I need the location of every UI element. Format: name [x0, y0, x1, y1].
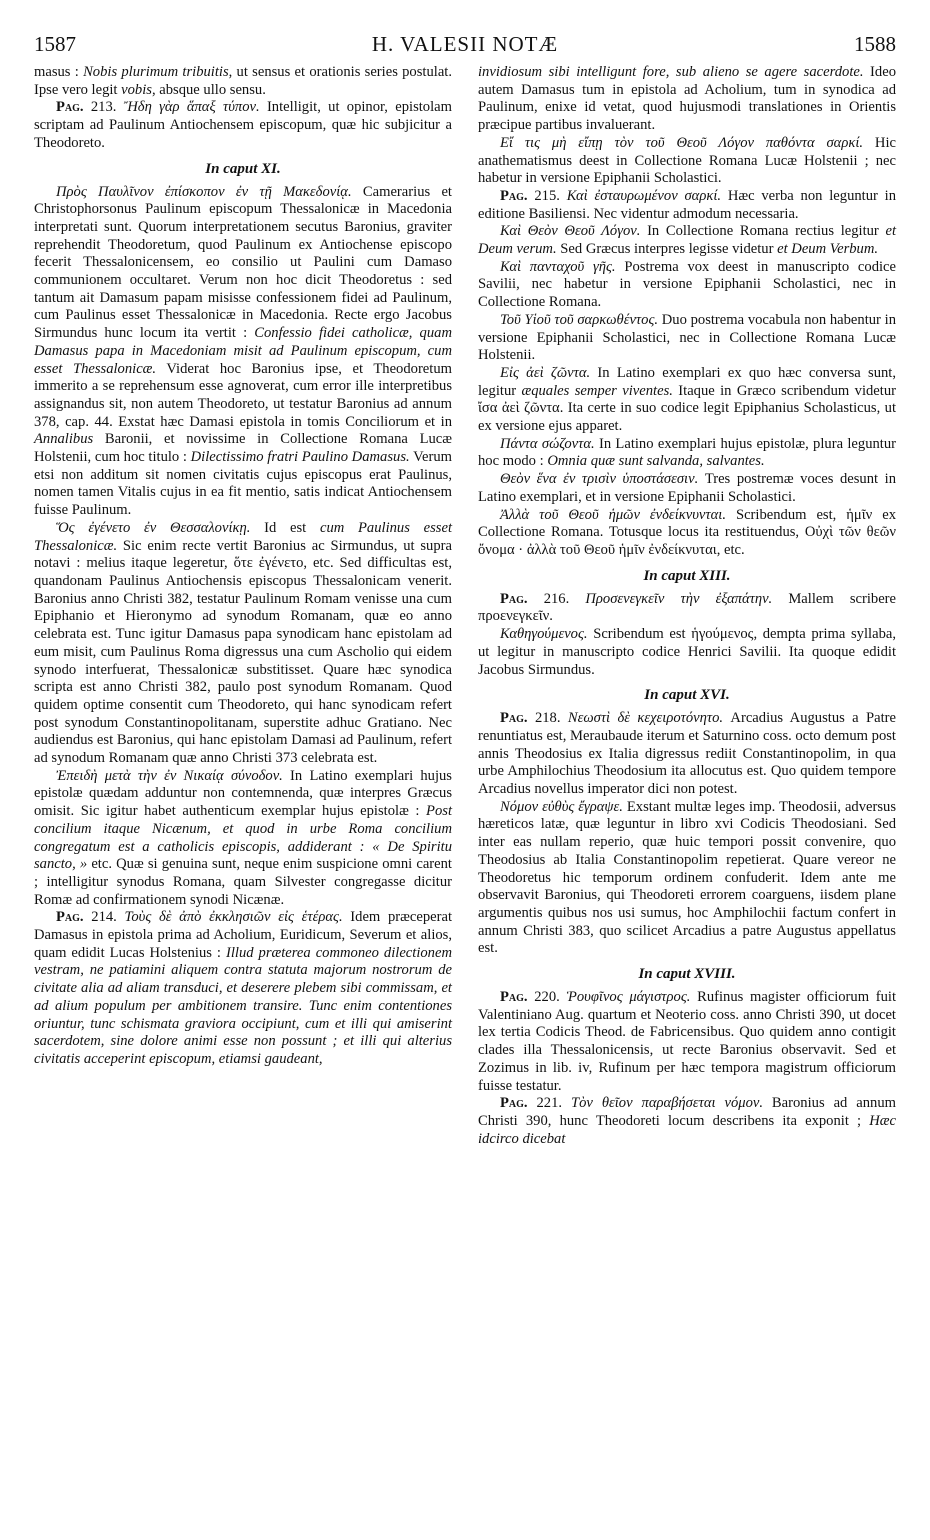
quoted-text: Annalibus [34, 431, 94, 448]
note-paragraph [478, 507, 896, 560]
quoted-text: Προσενεγκεῖν τὴν ἐξαπάτην. [585, 590, 773, 607]
quoted-text: Illud præterea commoneo dilectionem vestram, ne patiamini aliquem contra statuta majorum nostrorum de civitate alia ad aliam transduci, et deserere plebem sibi commissam, et ad alium populum per ambitionem transire. Tunc enim contentiones oriuntur, tunc schismata graviora occipiunt, cum et illi qui amiserint sacerdotem, sine dolore animi esse non possunt ; et illi qui alterius civitatis acceperint episcopum, etiamsi gaudeant, [34, 944, 452, 1067]
note-paragraph [478, 626, 896, 679]
quoted-text: Πάντα σώζοντα. [500, 435, 595, 452]
page-ref-label: Pag. [500, 989, 528, 1006]
commentary-text: Idem præceperat Damasus in epistola prima ad Acholium, Euridicum, Severum et alios, quam edidit Lucas Holstenius : [34, 909, 452, 961]
running-header [34, 32, 896, 62]
note-paragraph [478, 436, 896, 471]
note-paragraph [478, 259, 896, 312]
quoted-text: Ἐπειδὴ μετὰ τὴν ἐν Νικαίᾳ σύνοδον. [56, 767, 283, 784]
section-heading: In caput XVIII. [638, 966, 736, 983]
commentary-text: In Latino exemplari hujus epistolæ, plura leguntur hoc modo : [478, 435, 896, 470]
page-ref-label: Pag. [500, 187, 528, 204]
commentary-text: Intelligit, ut opinor, epistolam scriptam ad Paulinum Antiochensem episcopum, quæ hic subjicitur a Theodoreto. [34, 99, 452, 151]
note-paragraph [478, 799, 896, 958]
left-column [34, 64, 452, 1069]
commentary-text: , absque ullo sensu. [151, 81, 266, 98]
section-heading: In caput XI. [205, 160, 281, 177]
commentary-text: Postrema vox deest in manuscripto codice Savilii, nec habetur in versione Epiphanii Scholastici, nec in Collectione Romana. [478, 258, 897, 311]
quoted-text: Ἀλλὰ τοῦ Θεοῦ ἡμῶν ἐνδείκνυνται. [500, 506, 726, 523]
quoted-text: Καὶ πανταχοῦ γῆς. [500, 258, 616, 275]
commentary-text: Baronii, et novissime in Collectione Romana Lucæ Holstenii, cum hoc titulo : [34, 431, 452, 466]
note-paragraph [34, 64, 452, 99]
commentary-text: Exstant multæ leges imp. Theodosii, adversus hæreticos latæ, quæ leguntur in libro xvi Codicis Theodosiani. Sed inter eas nullam reperio, quæ huic tempori possit convenire, quo Theodosius ab Italia Constantinopolim repetierat. Quare vereor ne Theodoretus hic temporum ordinem confuderit. Idem ante me observavit Baronius, qui Theodoreti errorem coarguens, iisdem plane argumentis quibus nos usi sumus, hoc Amphilochii factum confert in annum Christi 383, quo scilicet Arcadius a patre Augustus appellatus est. [478, 798, 897, 957]
quoted-text: vobis [121, 81, 152, 98]
commentary-text: 218. [527, 710, 568, 727]
note-paragraph [478, 223, 896, 258]
commentary-text: In Latino exemplari ex quo hæc conversa sunt, legitur [478, 364, 896, 399]
commentary-text: 220. [527, 989, 567, 1006]
page-ref-label: Pag. [56, 909, 84, 926]
page-ref-label: Pag. [500, 710, 528, 727]
page-ref-label: Pag. [56, 99, 84, 116]
note-paragraph [34, 909, 452, 1068]
commentary-text: Hic anathematismus deest in Collectione Romana Lucæ Holstenii ; nec habetur in versione Epiphanii Scholastici. [478, 134, 896, 187]
commentary-text: Tres postremæ voces desunt in Latino exemplari, et in versione Epiphanii Scholastici. [478, 471, 896, 505]
quoted-text: Τοὺς δὲ ἀπὸ ἐκκλησιῶν εἰς ἑτέρας. [124, 909, 343, 926]
note-paragraph [34, 520, 452, 768]
commentary-text: In Latino exemplari hujus epistolæ quædam adduntur non contemnenda, quæ interpres Græcus omisit. Sic igitur habet authenticum exemplar hujus epistolæ : [34, 767, 452, 820]
commentary-text: Camerarius et Christophorsonus Paulinum episcopum Thessalonicæ in Macedonia interpretati sunt. Quorum interpretationem secutus Baronius, graviter reprehendit Theodoretum, quod Paulinum ex Antiochense episcopo fecerit Thessalonicensem, eo consilio ut Paulini cum Damaso communionem occultaret. Verum non hoc dicit Theodoretus : sed tantum ait Damasum papam misisse confessionem fidei ad Paulinum, cum Paulinus esset Thessalonicæ in Macedonia. Recte ergo Jacobus Sirmundus hunc locum ita vertit : [34, 183, 452, 342]
quoted-text: Nobis plurimum tribuitis [83, 64, 229, 80]
note-paragraph [478, 710, 896, 799]
quoted-text: et Deum verum. [478, 223, 897, 258]
commentary-text: Sed Græcus interpres legisse videtur [556, 241, 778, 258]
commentary-text: 221. [527, 1095, 571, 1112]
quoted-text: Θεὸν ἕνα ἐν τρισὶν ὑποστάσεσιν. [500, 471, 699, 488]
running-title: H. VALESII NOTÆ [371, 32, 559, 56]
commentary-text: Baronius ad annum Christi 390, hunc Theodoreti locum describens ita exponit ; [478, 1095, 896, 1129]
quoted-text: Hæc idcirco dicebat [478, 1112, 896, 1147]
quoted-text: Post concilium itaque Nicænum, et quod in urbe Roma concilium congregatum est a catholicis episcopis, addiderant : « De Spiritu sancto, » [34, 803, 452, 873]
page-number-left: 1587 [34, 32, 76, 56]
commentary-text: Duo postrema vocabula non habentur in versione Epiphanii Scholastici, nec in Collectione Romana Lucæ Holstenii. [478, 311, 896, 364]
commentary-text: Rufinus magister officiorum fuit Valentiniano Aug. quartum et Neoterio coss. anno Christi 390, ut docet lex tertia Codicis Theod. de Fabricensibus. Quo quidem anno contigit clades illa Thessalonicensis, ut recte Baronius observavit. Sed et Zozimus in lib. iv, Rufinum per hæc tempora magistrum officiorum fuisse testatur. [478, 989, 896, 1094]
commentary-text: 216. [527, 590, 586, 607]
commentary-text: Id est [250, 519, 320, 536]
quoted-text: Εἴ τις μὴ εἴπῃ τὸν τοῦ Θεοῦ Λόγον παθόντα σαρκί. [500, 134, 864, 151]
commentary-text: Mallem scribere προενεγκεῖν. [478, 590, 897, 625]
note-paragraph [34, 184, 452, 520]
note-paragraph [478, 312, 896, 365]
commentary-text: masus : [34, 64, 84, 80]
commentary-text: Viderat hoc Baronius ipse, et Theodoretum immerito a se reprehensum esse agnoverat, cum error ille interpretibus assignandus sit, non autem Theodoreto, ut testatur Baronius ad annum 378, cap. 44. Exstat hæc Damasi epistola in tomis Conciliorum et in [34, 360, 452, 430]
note-paragraph [34, 99, 452, 152]
quoted-text: Ἤδη γὰρ ἅπαξ τύπον. [123, 99, 260, 116]
commentary-text: 213. [83, 99, 124, 116]
quoted-text: Ὅς ἐγένετο ἐν Θεσσαλονίκῃ. [56, 519, 251, 536]
quoted-text: Dilectissimo fratri Paulino Damasus. [190, 449, 410, 466]
commentary-text: Sic enim recte vertit Baronius ac Sirmundus, ut supra notavi : melius itaque legeretur, ὅτε ἐγένετο, etc. Sed difficultas est, quandonam Paulinus Antiochensis episcopus Thessalonicam venerit. Baronius anno Christi 382, testatur Paulinum Romam venisse una cum Epiphanio et Hieronymo ad synodum Romanam, quæ eo anno celebrata est. Tunc igitur Damasus papa synodicam hanc epistolam ad eum misit, cum Paulinus Roma digressus una cum Ascholio qui eidem synodo interfuerat, Thessalonicæ substitisset. Quare hæc synodica scripta est anno Christi 382, paulo post synodum Romanam. Quod quidem optime consentit cum Theodoreto, qui hanc synodicam refert post synodum Constantinopolitanam, superstite adhuc Gratiano. Nec audiendus est Baronius, qui hanc epistolam Damasi ad Paulinum, refert ad synodum Romanam quæ anno Christi 373 celebrata est. [34, 537, 452, 767]
commentary-text: 214. [83, 909, 125, 926]
note-paragraph [478, 365, 896, 436]
section-heading: In caput XIII. [643, 567, 731, 584]
note-paragraph [478, 135, 896, 188]
quoted-text: Νόμον εὐθὺς ἔγραψε. [500, 798, 623, 815]
quoted-text: Καὶ ἐσταυρωμένον σαρκί. [566, 187, 722, 204]
commentary-text: 215. [527, 187, 567, 204]
commentary-text: Scribendum est ἡγούμενος, dempta prima syllaba, ut legitur in manuscripto codice Henrici Savilii. Ita quoque edidit Jacobus Sirmundus. [478, 626, 896, 678]
quoted-text: cum Paulinus esset Thessalonicæ. [34, 519, 452, 554]
quoted-text: æquales semper viventes. [521, 382, 673, 399]
page-ref-label: Pag. [500, 590, 528, 607]
quoted-text: Καθηγούμενος. [500, 626, 588, 643]
quoted-text: Confessio fidei catholicæ, quam Damasus papa in Macedoniam misit ad Paulinum episcopum, cum esset Thessalonicæ. [34, 325, 452, 377]
commentary-text: , ut sensus et orationis series postulat. Ipse vero legit [34, 64, 452, 98]
quoted-text: Τὸν θεῖον παραβήσεται νόμον. [571, 1095, 763, 1112]
quoted-text: Omnia quæ sunt salvanda, salvantes. [547, 453, 765, 470]
note-paragraph [478, 1095, 896, 1148]
commentary-text: In Collectione Romana rectius legitur [640, 223, 886, 240]
commentary-text: Arcadius Augustus a Patre renuntiatus est, Meraubaude iterum et Saturnino coss. octo demum post annis Theodosius ex Italia digressus rediit Constantinopolim, in qua urbe Amphilochius Theodosium ita allocutus est. Quo quidem tempore Arcadius novellus imperator dici non potest. [478, 710, 896, 798]
note-paragraph [478, 64, 896, 135]
commentary-text: Verum etsi non additum sit nomen civitatis cujus episcopus erat Paulinus, nomen tamen Vitalis cujus in ea fit mentio, satis indicat Antiochensem fuisse Paulinum. [34, 449, 452, 519]
quoted-text: Εἰς ἀεὶ ζῶντα. [500, 364, 591, 381]
page-ref-label: Pag. [500, 1095, 528, 1112]
quoted-text: Νεωστὶ δὲ κεχειροτόνητο. [567, 710, 724, 727]
note-paragraph [478, 188, 896, 223]
note-paragraph [478, 471, 896, 506]
section-heading: In caput XVI. [644, 687, 730, 704]
commentary-text: Itaque in Græco scribendum videtur ἴσα ἀεὶ ζῶντα. Ita certe in suo codice legit Epiphanius Scholasticus, ut ex versione ejus apparet. [478, 382, 896, 435]
commentary-text: etc. Quæ si genuina sunt, neque enim suspicione omni carent ; intelligitur synodus Romana, quam Silvester congregasse dicitur Romæ ad confirmationem synodi Nicænæ. [34, 856, 452, 908]
quoted-text: Καὶ Θεὸν Θεοῦ Λόγον. [500, 223, 641, 240]
commentary-text: Scribendum est, ἡμῖν ex Collectione Romana. Totusque locus ita restituendus, Οὐχὶ τῶν θεῶν ὄνομα · ἀλλὰ τοῦ Θεοῦ ἡμῖν ἐνδείκνυται, etc. [478, 506, 896, 558]
commentary-text: Hæc verba non leguntur in editione Basiliensi. Nec videntur admodum necessaria. [478, 187, 897, 222]
page-number-right: 1588 [854, 32, 896, 56]
note-paragraph [34, 768, 452, 910]
quoted-text: invidiosum sibi intelligunt fore, sub alieno se agere sacerdote. [478, 64, 864, 80]
note-paragraph [478, 591, 896, 626]
note-paragraph [478, 989, 896, 1095]
quoted-text: Ῥουφῖνος μάγιστρος. [566, 989, 691, 1006]
quoted-text: Τοῦ Υἱοῦ τοῦ σαρκωθέντος. [500, 311, 659, 328]
commentary-text: Ideo autem Damasus tum in epistola ad Acholium, tum in synodica ad Paulinum, enixe id vetat, quod hujusmodi translationes in Orientis præcipue partibus invaluerant. [478, 64, 896, 134]
right-column [478, 64, 896, 1148]
quoted-text: Πρὸς Παυλῖνον ἐπίσκοπον ἐν τῇ Μακεδονίᾳ. [56, 183, 352, 200]
quoted-text: et Deum Verbum. [777, 241, 879, 258]
